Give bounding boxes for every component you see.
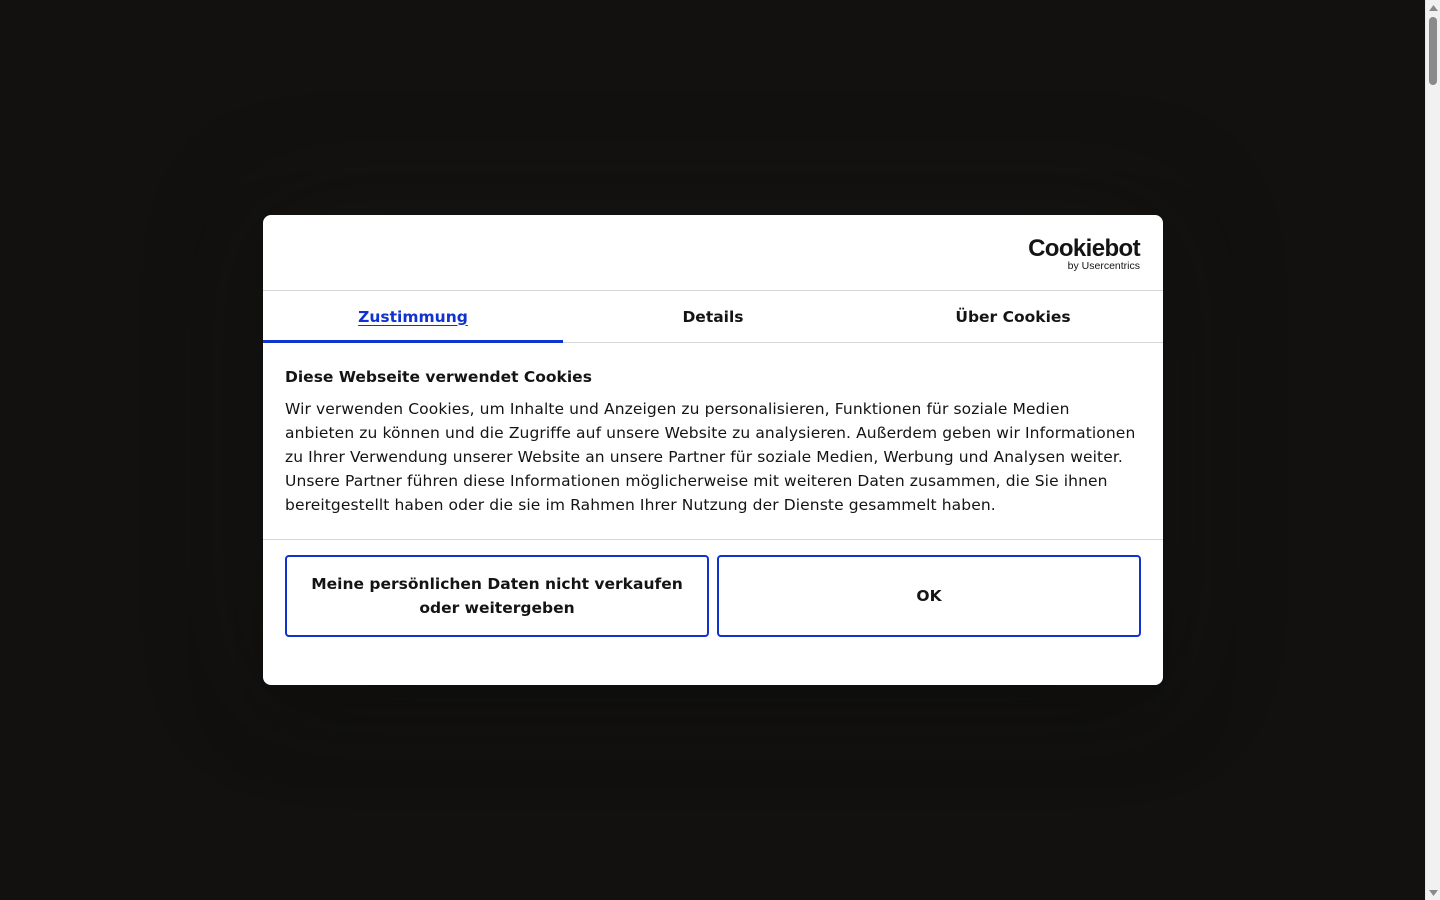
scroll-up-icon[interactable] bbox=[1426, 0, 1440, 15]
logo-wordmark: Cookiebot bbox=[1028, 235, 1140, 262]
consent-body-text: Wir verwenden Cookies, um Inhalte und Anzeigen zu personalisieren, Funktionen für soziale Medien anbieten zu können und die Zugriffe auf unsere Website zu analysieren. Außerdem geben wir Informationen zu Ihrer Verwendung unserer Website an unsere Partner für soziale Medien, Werbung und Analysen weiter. Unsere Partner führen diese Informationen möglicherweise mit weiteren Daten zusammen, die Sie ihnen bereitgestellt haben oder die sie im Rahmen Ihrer Nutzung der Dienste gesammelt haben. bbox=[285, 400, 1136, 514]
scrollbar-thumb[interactable] bbox=[1429, 17, 1437, 85]
scroll-down-icon[interactable] bbox=[1426, 885, 1440, 900]
consent-tabs bbox=[263, 291, 1163, 343]
page-scrollbar[interactable] bbox=[1425, 0, 1440, 900]
tab-label: Zustimmung bbox=[358, 307, 468, 326]
consent-title: Diese Webseite verwendet Cookies bbox=[285, 368, 592, 386]
tab-label: Details bbox=[682, 307, 744, 326]
tab-details[interactable] bbox=[563, 291, 863, 342]
dialog-header bbox=[263, 215, 1163, 291]
tab-zustimmung[interactable] bbox=[263, 291, 563, 342]
consent-content bbox=[263, 343, 1163, 540]
logo-subtitle: by Usercentrics bbox=[1067, 260, 1140, 272]
ok-button[interactable]: OK bbox=[717, 555, 1141, 637]
tab-ueber-cookies[interactable] bbox=[863, 291, 1163, 342]
do-not-sell-button[interactable]: Meine persönlichen Daten nicht verkaufen oder weitergeben bbox=[285, 555, 709, 637]
tab-label: Über Cookies bbox=[955, 307, 1071, 326]
cookiebot-logo bbox=[1028, 237, 1140, 272]
cookie-consent-dialog bbox=[263, 215, 1163, 685]
consent-actions bbox=[263, 540, 1163, 637]
